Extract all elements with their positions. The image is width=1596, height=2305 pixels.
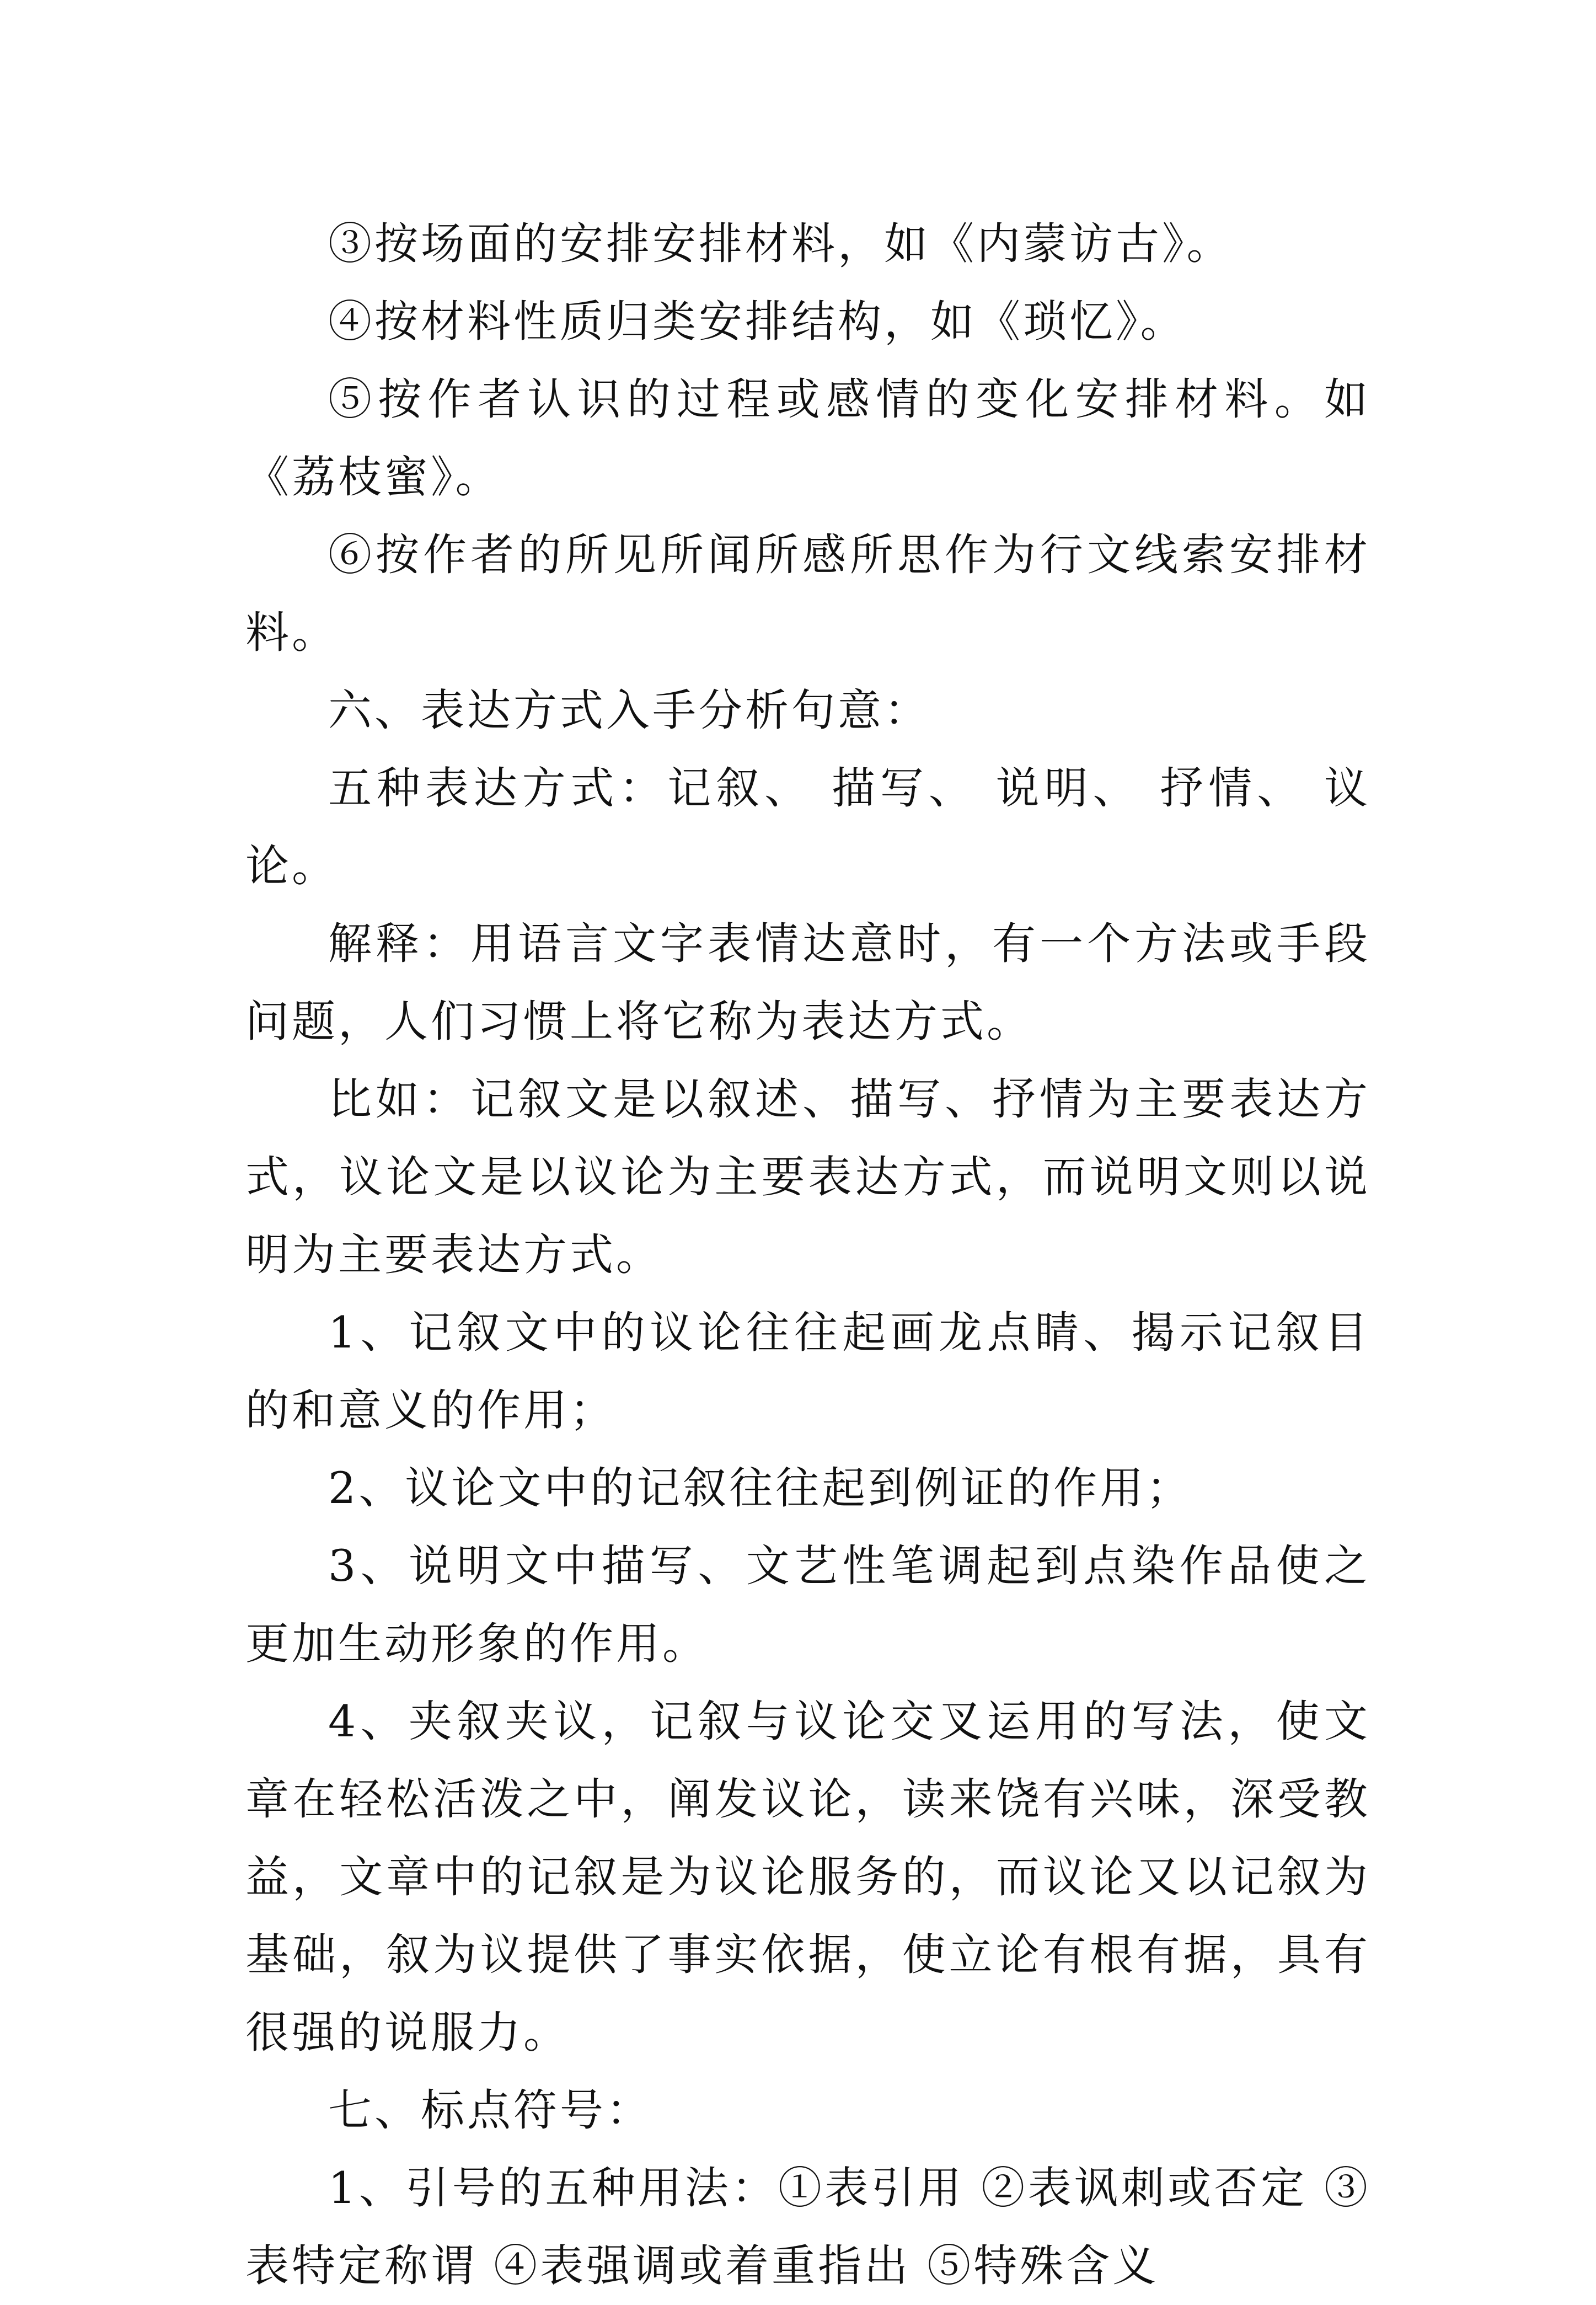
paragraph-example: 比如：记叙文是以叙述、描写、抒情为主要表达方式，议论文是以议论为主要表达方式，而说明文则以说明为主要表达方式。 [245, 1074, 1370, 1280]
paragraph-point-1: 1、记叙文中的议论往往起画龙点睛、揭示记叙目的和意义的作用； [245, 1307, 1370, 1436]
paragraph-point-3: 3、说明文中描写、文艺性笔调起到点染作品使之更加生动形象的作用。 [245, 1541, 1370, 1669]
paragraph-structure-6: ⑥按作者的所见所闻所感所思作为行文线索安排材料。 [245, 530, 1370, 658]
paragraph-point-2: 2、议论文中的记叙往往起到例证的作用； [328, 1463, 1193, 1514]
paragraph-quote-usage: 1、引号的五种用法：①表引用 ②表讽刺或否定 ③表特定称谓 ④表强调或着重指出 ⑤特殊含义 [245, 2163, 1370, 2291]
section-heading-six: 六、表达方式入手分析句意： [328, 685, 930, 736]
paragraph-point-4: 4、夹叙夹议，记叙与议论交叉运用的写法，使文章在轻松活泼之中，阐发议论，读来饶有兴味，深受教益，文章中的记叙是为议论服务的，而议论又以记叙为基础，叙为议提供了事实依据，使立论有根有据，具有很强的说服力。 [245, 1696, 1370, 2058]
paragraph-structure-3: ③按场面的安排安排材料，如《内蒙访古》。 [328, 218, 1233, 269]
paragraph-structure-5: ⑤按作者认识的过程或感情的变化安排材料。如《荔枝蜜》。 [245, 374, 1370, 502]
section-heading-seven: 七、标点符号： [328, 2085, 652, 2136]
document-body [245, 205, 1370, 2305]
paragraph-explanation: 解释：用语言文字表情达意时，有一个方法或手段问题，人们习惯上将它称为表达方式。 [245, 918, 1370, 1047]
paragraph-structure-4: ④按材料性质归类安排结构，如《琐忆》。 [328, 296, 1187, 347]
paragraph-five-modes: 五种表达方式：记叙、 描写、 说明、 抒情、 议论。 [245, 763, 1370, 891]
